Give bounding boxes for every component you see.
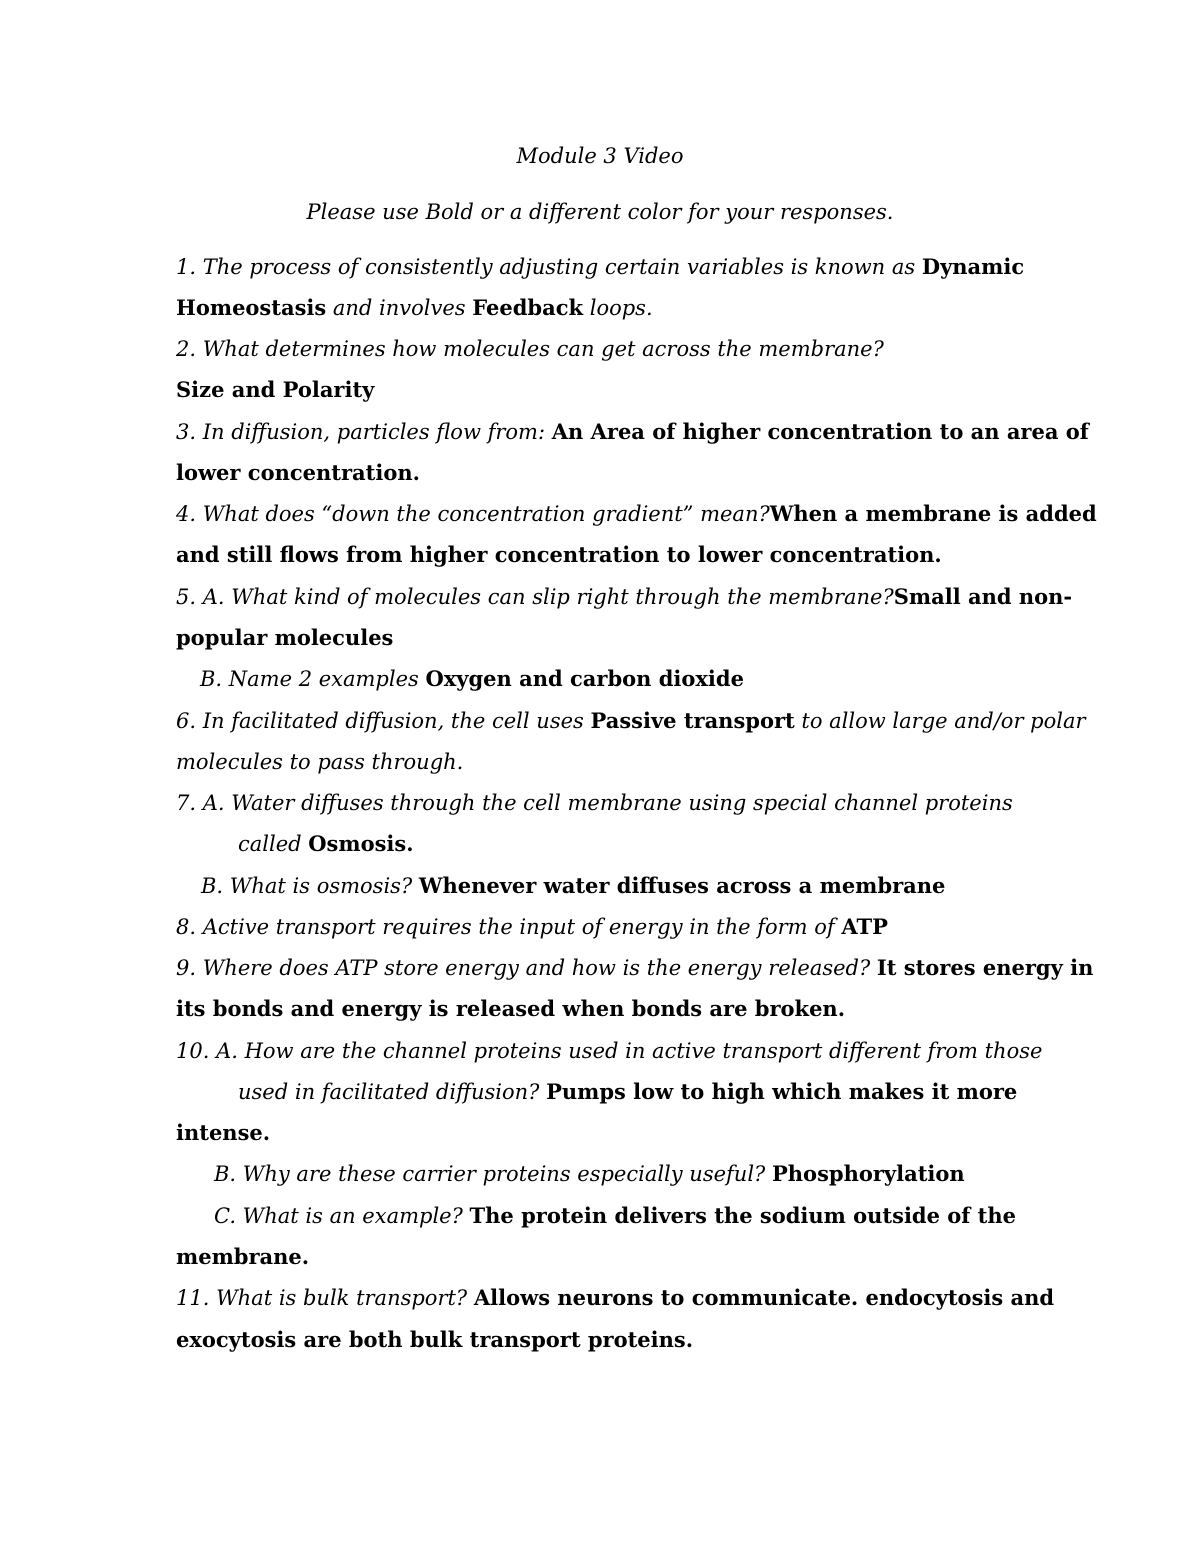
- response-text: exocytosis are both bulk transport proteins.: [176, 1327, 694, 1352]
- text-line: [201, 871, 945, 901]
- text-line: [176, 1118, 270, 1148]
- question-text: to allow large and/or polar: [794, 709, 1086, 733]
- question-text: 11. What is bulk transport?: [176, 1286, 474, 1310]
- question-text: 9. Where does ATP store energy and how is the energy released?: [176, 956, 877, 980]
- response-text: Feedback: [472, 295, 584, 320]
- response-text: Phosphorylation: [772, 1161, 965, 1186]
- response-text: Size and Polarity: [176, 377, 375, 402]
- response-text: Allows neurons to communicate. endocytosis and: [473, 1285, 1055, 1310]
- response-text: Pumps low to high which makes it more: [546, 1079, 1018, 1104]
- text-line: [238, 1077, 1017, 1107]
- response-text: Whenever water diffuses across a membrane: [418, 873, 946, 898]
- question-text: 6. In facilitated diffusion, the cell uses: [176, 709, 591, 733]
- response-text: Passive transport: [590, 708, 795, 733]
- question-text: B. Why are these carrier proteins especially useful?: [214, 1162, 772, 1186]
- question-text: 8. Active transport requires the input of energy in the form of: [176, 915, 842, 939]
- response-text: Oxygen and carbon dioxide: [425, 666, 744, 691]
- text-line: [176, 334, 884, 364]
- text-line: [176, 1325, 693, 1355]
- text-line: [238, 829, 414, 859]
- text-line: [176, 994, 845, 1024]
- response-text: lower concentration.: [176, 460, 420, 485]
- question-text: 7. A. Water diffuses through the cell membrane using special channel proteins: [176, 791, 1013, 815]
- text-line: [176, 747, 463, 777]
- question-text: called: [238, 832, 309, 856]
- response-text: An Area of higher concentration to an area of: [551, 419, 1089, 444]
- response-text: membrane.: [176, 1244, 310, 1269]
- response-text: intense.: [176, 1120, 271, 1145]
- response-text: and still flows from higher concentration to lower concentration.: [176, 542, 942, 567]
- question-text: B. Name 2 examples: [200, 667, 426, 691]
- question-text: C. What is an example?: [214, 1204, 470, 1228]
- response-text: popular molecules: [176, 625, 394, 650]
- response-text: Dynamic: [921, 254, 1025, 279]
- question-text: 1. The process of consistently adjusting certain variables is known as: [176, 255, 922, 279]
- text-line: [176, 458, 420, 488]
- text-line: [200, 664, 744, 694]
- instructions: Please use Bold or a different color for your responses.: [306, 200, 894, 224]
- response-text: Small and non-: [893, 584, 1073, 609]
- text-line: [176, 375, 374, 405]
- question-text: loops.: [583, 296, 653, 320]
- question-text: B. What is osmosis?: [201, 874, 419, 898]
- question-text: 2. What determines how molecules can get across the membrane?: [176, 337, 884, 361]
- text-line: [176, 1283, 1054, 1313]
- question-text: 3. In diffusion, particles flow from:: [176, 420, 552, 444]
- text-line: [176, 953, 1093, 983]
- question-text: 4. What does “down the concentration gradient” mean?: [176, 502, 770, 526]
- text-line: [176, 706, 1086, 736]
- text-line: [176, 252, 1024, 282]
- text-line: [176, 623, 393, 653]
- text-line: [176, 540, 942, 570]
- text-line: [176, 499, 1097, 529]
- text-line: [176, 293, 653, 323]
- text-line: [176, 1242, 309, 1272]
- text-line: [176, 417, 1089, 447]
- response-text: It stores energy in: [876, 955, 1094, 980]
- text-line: [214, 1159, 965, 1189]
- question-text: 10. A. How are the channel proteins used in active transport different from those: [176, 1039, 1043, 1063]
- response-text: its bonds and energy is released when bonds are broken.: [176, 996, 846, 1021]
- response-text: Osmosis.: [308, 831, 414, 856]
- text-line: [176, 788, 1013, 818]
- text-line: [214, 1201, 1016, 1231]
- question-text: used in facilitated diffusion?: [238, 1080, 547, 1104]
- response-text: When a membrane is added: [769, 501, 1097, 526]
- question-text: molecules to pass through.: [176, 750, 464, 774]
- response-text: The protein delivers the sodium outside of the: [469, 1203, 1016, 1228]
- text-line: [176, 912, 888, 942]
- response-text: Homeostasis: [176, 295, 327, 320]
- question-text: and involves: [326, 296, 473, 320]
- text-line: [176, 1036, 1042, 1066]
- response-text: ATP: [841, 914, 888, 939]
- page-title: Module 3 Video: [516, 144, 684, 168]
- text-line: [176, 582, 1072, 612]
- question-text: 5. A. What kind of molecules can slip right through the membrane?: [176, 585, 894, 609]
